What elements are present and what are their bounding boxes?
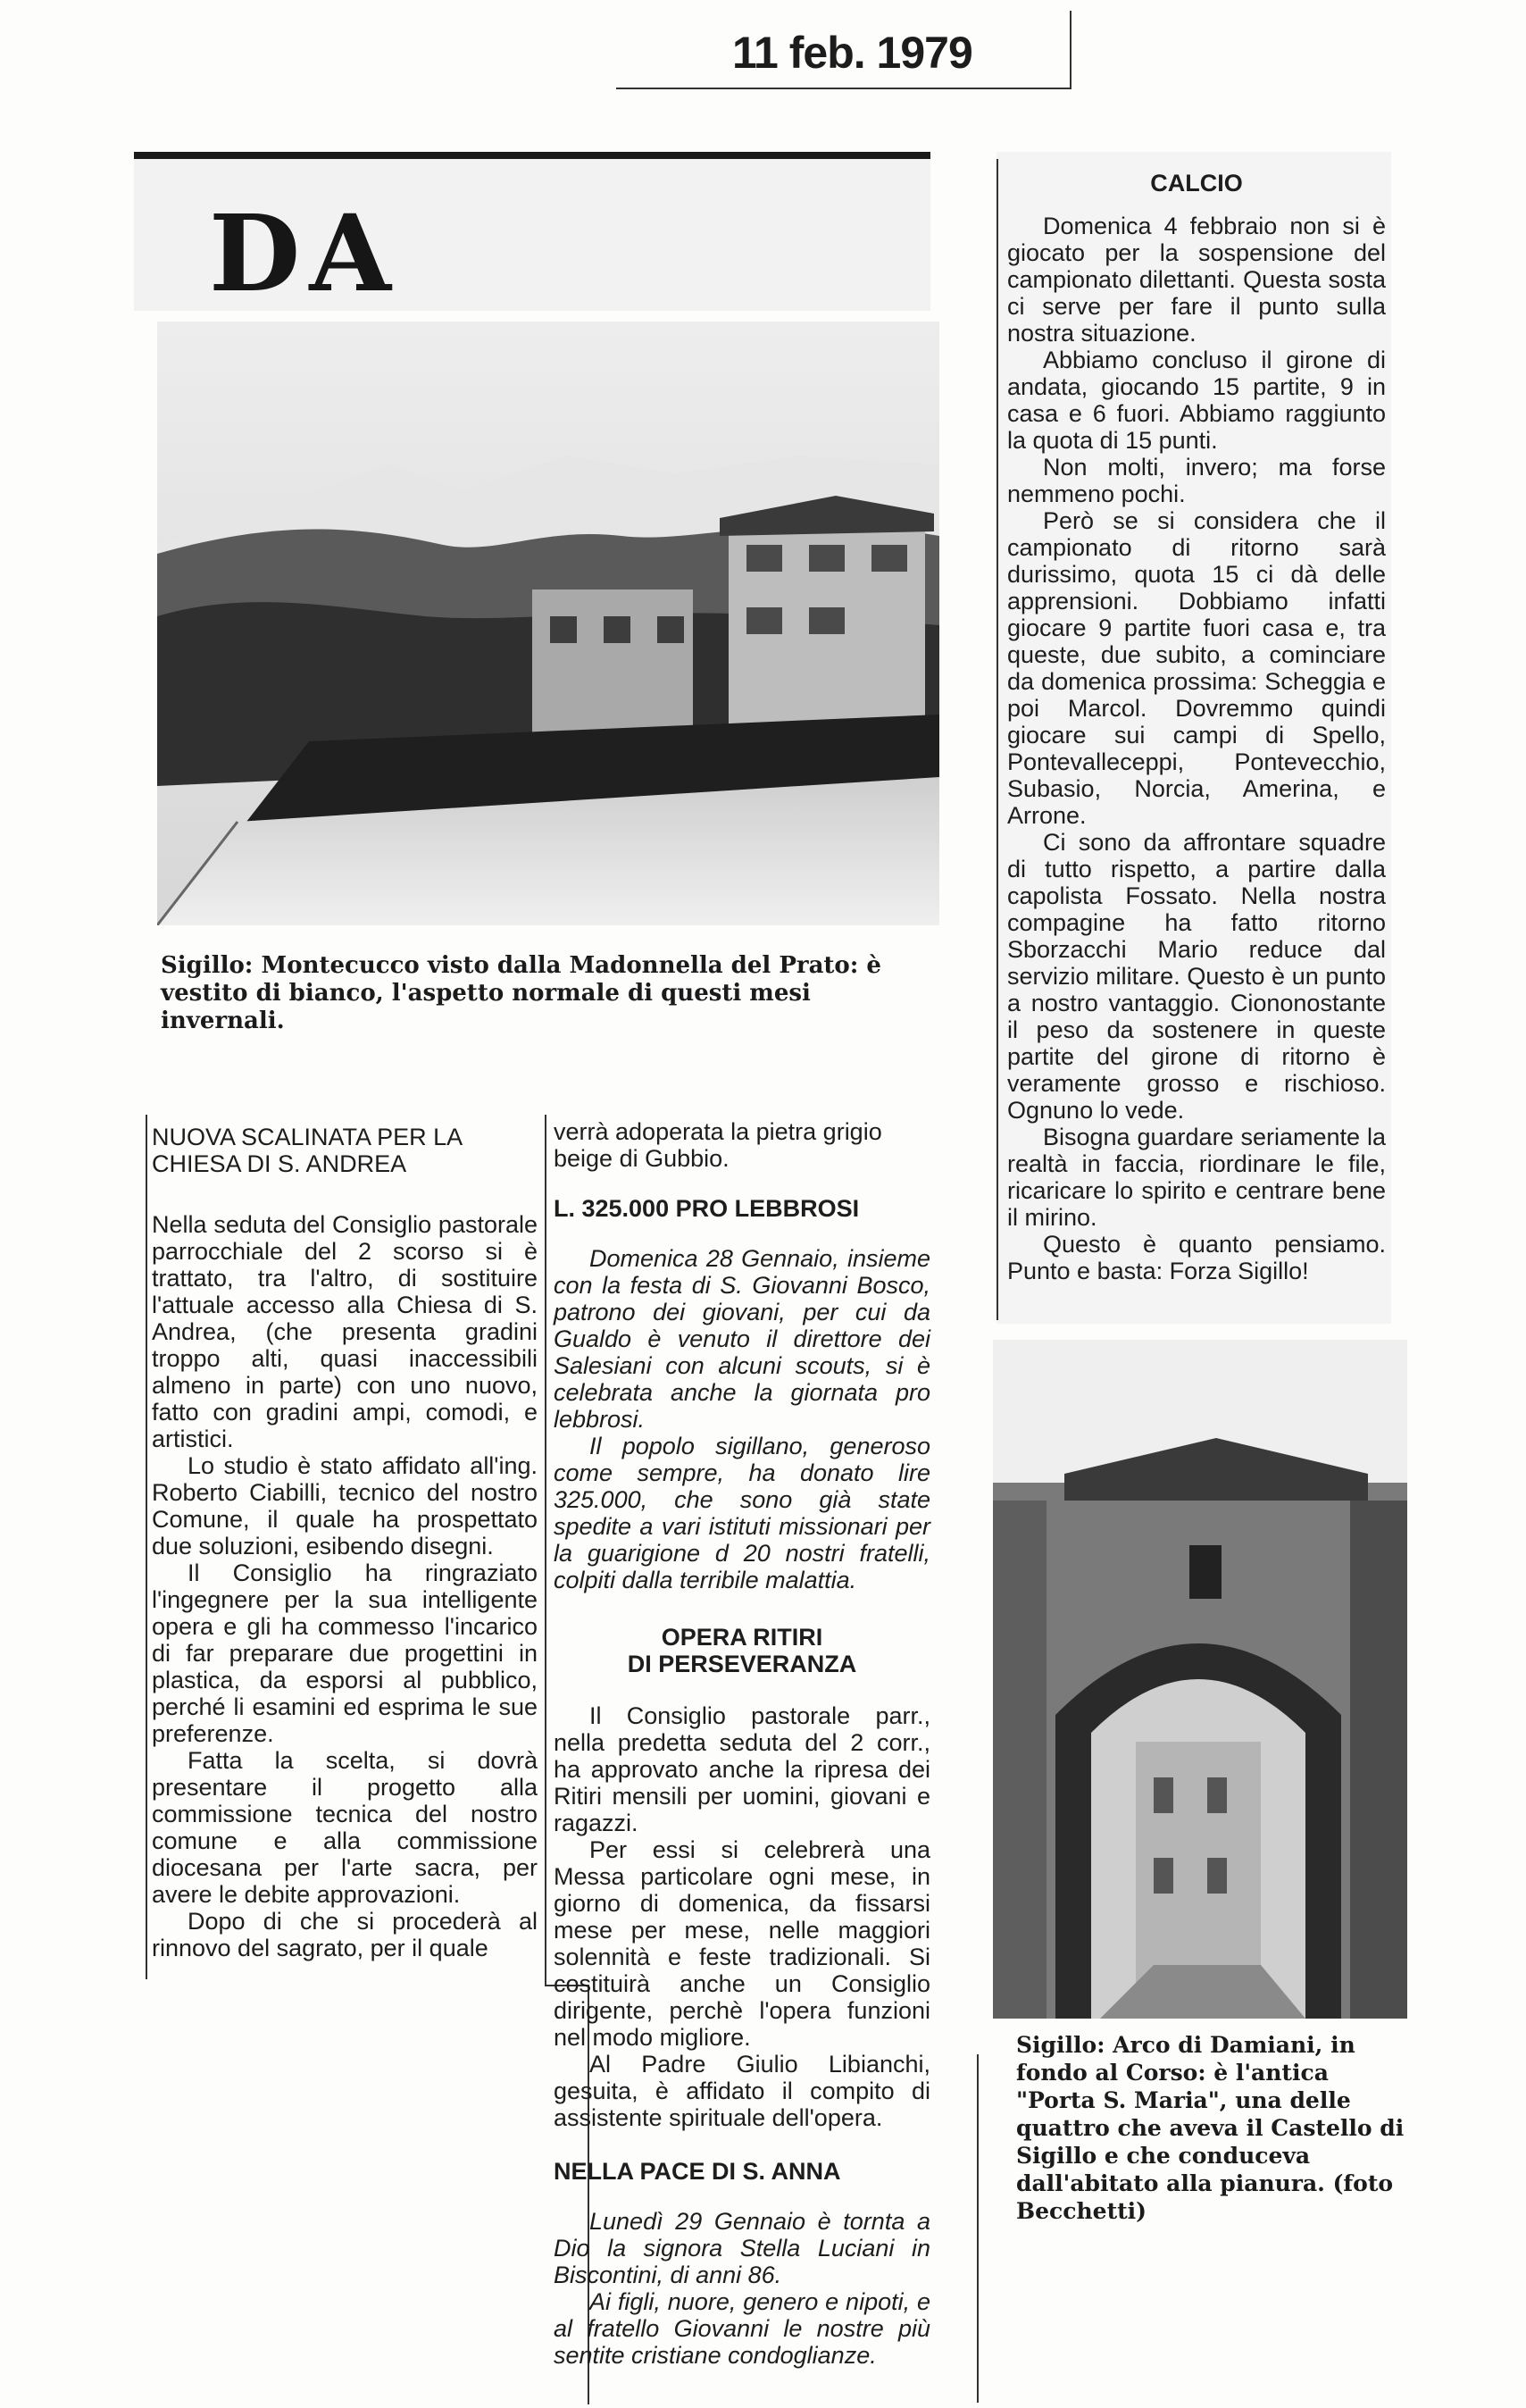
photo-arco-damiani: [993, 1340, 1407, 2019]
scalinata-paragraph: Il Consiglio ha ringraziato l'ingegnere per la sua intelligente opera e gli ha commesso l'incarico di far preparare due progettini in plastica, da esporsi al pubblico, perché li esamini ed esprima le sue preferenze.: [152, 1559, 538, 1747]
calcio-paragraph: Questo è quanto pensiamo. Punto e basta: Forza Sigillo!: [1007, 1231, 1386, 1284]
scalinata-continuation: verrà adoperata la pietra grigio beige di Gubbio.: [554, 1118, 882, 1172]
masthead-title: DA: [209, 191, 400, 315]
anna-paragraph: Ai figli, nuore, genero e nipoti, e al fratello Giovanni le nostre più sentite cristiane condoglianze.: [554, 2288, 930, 2369]
masthead: [134, 159, 930, 315]
calcio-rule: [996, 159, 998, 1320]
anna-paragraph: Lunedì 29 Gennaio è tornta a Dio la signora Stella Luciani in Biscontini, di anni 86.: [554, 2208, 930, 2288]
photo-montecucco: [157, 322, 939, 925]
middle-column: [554, 1118, 930, 2369]
heading-scalinata: NUOVA SCALINATA PER LA CHIESA DI S. ANDREA: [152, 1124, 462, 1177]
heading-calcio: CALCIO: [1150, 170, 1243, 196]
ritiri-paragraph: Il Consiglio pastorale parr., nella predetta seduta del 2 corr., ha approvato anche la ripresa dei Ritiri mensili per uomini, giovani e ragazzi.: [554, 1702, 930, 1836]
scalinata-paragraph: Lo studio è stato affidato all'ing. Roberto Ciabilli, tecnico del nostro Comune, il quale ha prospettato due soluzioni, esibendo disegni.: [152, 1452, 538, 1559]
calcio-paragraph: Bisogna guardare seriamente la realtà in faccia, riordinare le file, ricaricare lo spirito e centrare bene il mirino.: [1007, 1124, 1386, 1231]
column-rule-middle: [545, 1115, 546, 1986]
lebbrosi-paragraph: Il popolo sigillano, generoso come sempre, ha donato lire 325.000, che sono già state spedite a vari istituti missionari per la guarigione d 20 nostri fratelli, colpiti dalla terribile malattia.: [554, 1433, 930, 1593]
scalinata-paragraph: Fatta la scelta, si dovrà presentare il progetto alla commissione tecnica del nostro comune e alla commissione diocesana per l'arte sacra, per avere le debite approvazioni.: [152, 1747, 538, 1908]
column-rule-left: [146, 1115, 147, 1979]
calcio-paragraph: Però se si considera che il campionato di ritorno sarà durissimo, quota 15 ci dà delle apprensioni. Dobbiamo infatti giocare 9 partite fuori casa e, tra queste, due subito, a cominciare da domenica prossima: Scheggia e poi Marcol. Dovremmo quindi giocare sui campi di Spello, Pontevalleceppi, Pontevecchio, Subasio, Norcia, Amerina, e Arrone.: [1007, 507, 1386, 829]
column-rule-right: [977, 2054, 979, 2403]
calcio-paragraph: Ci sono da affrontare squadre di tutto rispetto, a partire dalla capolista Fossato. Nella nostra compagine ha fatto ritorno Sborzacchi Mario reduce dal servizio militare. Questo è un punto a nostro vantaggio. Ciononostante il peso da sostenere in queste partite del girone di ritorno è veramente grosso e rischioso. Ognuno lo vede.: [1007, 829, 1386, 1124]
article-scalinata: [152, 1124, 538, 1961]
calcio-paragraph: Abbiamo concluso il girone di andata, giocando 15 partite, 9 in casa e 6 fuori. Abbiamo raggiunto la quota di 15 punti.: [1007, 347, 1386, 454]
clip-date: 11 feb. 1979: [732, 28, 972, 78]
article-calcio: [1007, 170, 1386, 1284]
date-stamp: [616, 11, 1072, 89]
ritiri-paragraph: Al Padre Giulio Libianchi, gesuita, è affidato il compito di assistente spirituale dell'opera.: [554, 2051, 930, 2131]
masthead-rule: [134, 152, 930, 159]
heading-lebbrosi: L. 325.000 PRO LEBBROSI: [554, 1195, 860, 1222]
lebbrosi-paragraph: Domenica 28 Gennaio, insieme con la festa di S. Giovanni Bosco, patrono dei giovani, per cui da Gualdo è venuto il direttore dei Salesiani con alcuni scouts, si è celebrata anche la giornata pro lebbrosi.: [554, 1245, 930, 1433]
photo-caption-bottom: Sigillo: Arco di Damiani, in fondo al Corso: è l'antica "Porta S. Maria", una delle quattro che aveva il Castello di Sigillo e che conduceva dall'abitato alla pianura. (foto Becchetti): [1016, 2032, 1405, 2224]
calcio-paragraph: Non molti, invero; ma forse nemmeno pochi.: [1007, 454, 1386, 507]
heading-anna: NELLA PACE DI S. ANNA: [554, 2158, 841, 2185]
ritiri-paragraph: Per essi si celebrerà una Messa particolare ogni mese, in giorno di domenica, da fissarsi mese per mese, nelle maggiori solennità e feste tradizionali. Si costituirà anche un Consiglio dirigente, perchè l'opera funzioni nel modo migliore.: [554, 1836, 930, 2051]
scalinata-paragraph: Dopo di che si procederà al rinnovo del sagrato, per il quale: [152, 1908, 538, 1961]
scalinata-paragraph: Nella seduta del Consiglio pastorale parrocchiale del 2 scorso si è trattato, tra l'altro, di sostituire l'attuale accesso alla Chiesa di S. Andrea, (che presenta gradini troppo alti, quasi inaccessibili almeno in parte) con uno nuovo, fatto con gradini ampi, comodi, e artistici.: [152, 1211, 538, 1452]
photo-caption-top: Sigillo: Montecucco visto dalla Madonnella del Prato: è vestito di bianco, l'aspetto normale di questi mesi invernali.: [161, 952, 881, 1034]
heading-ritiri-2: DI PERSEVERANZA: [627, 1651, 857, 1677]
calcio-paragraph: Domenica 4 febbraio non si è giocato per la sospensione del campionato dilettanti. Questa sosta ci serve per fare il punto sulla nostra situazione.: [1007, 213, 1386, 347]
heading-ritiri-1: OPERA RITIRI: [661, 1624, 823, 1651]
